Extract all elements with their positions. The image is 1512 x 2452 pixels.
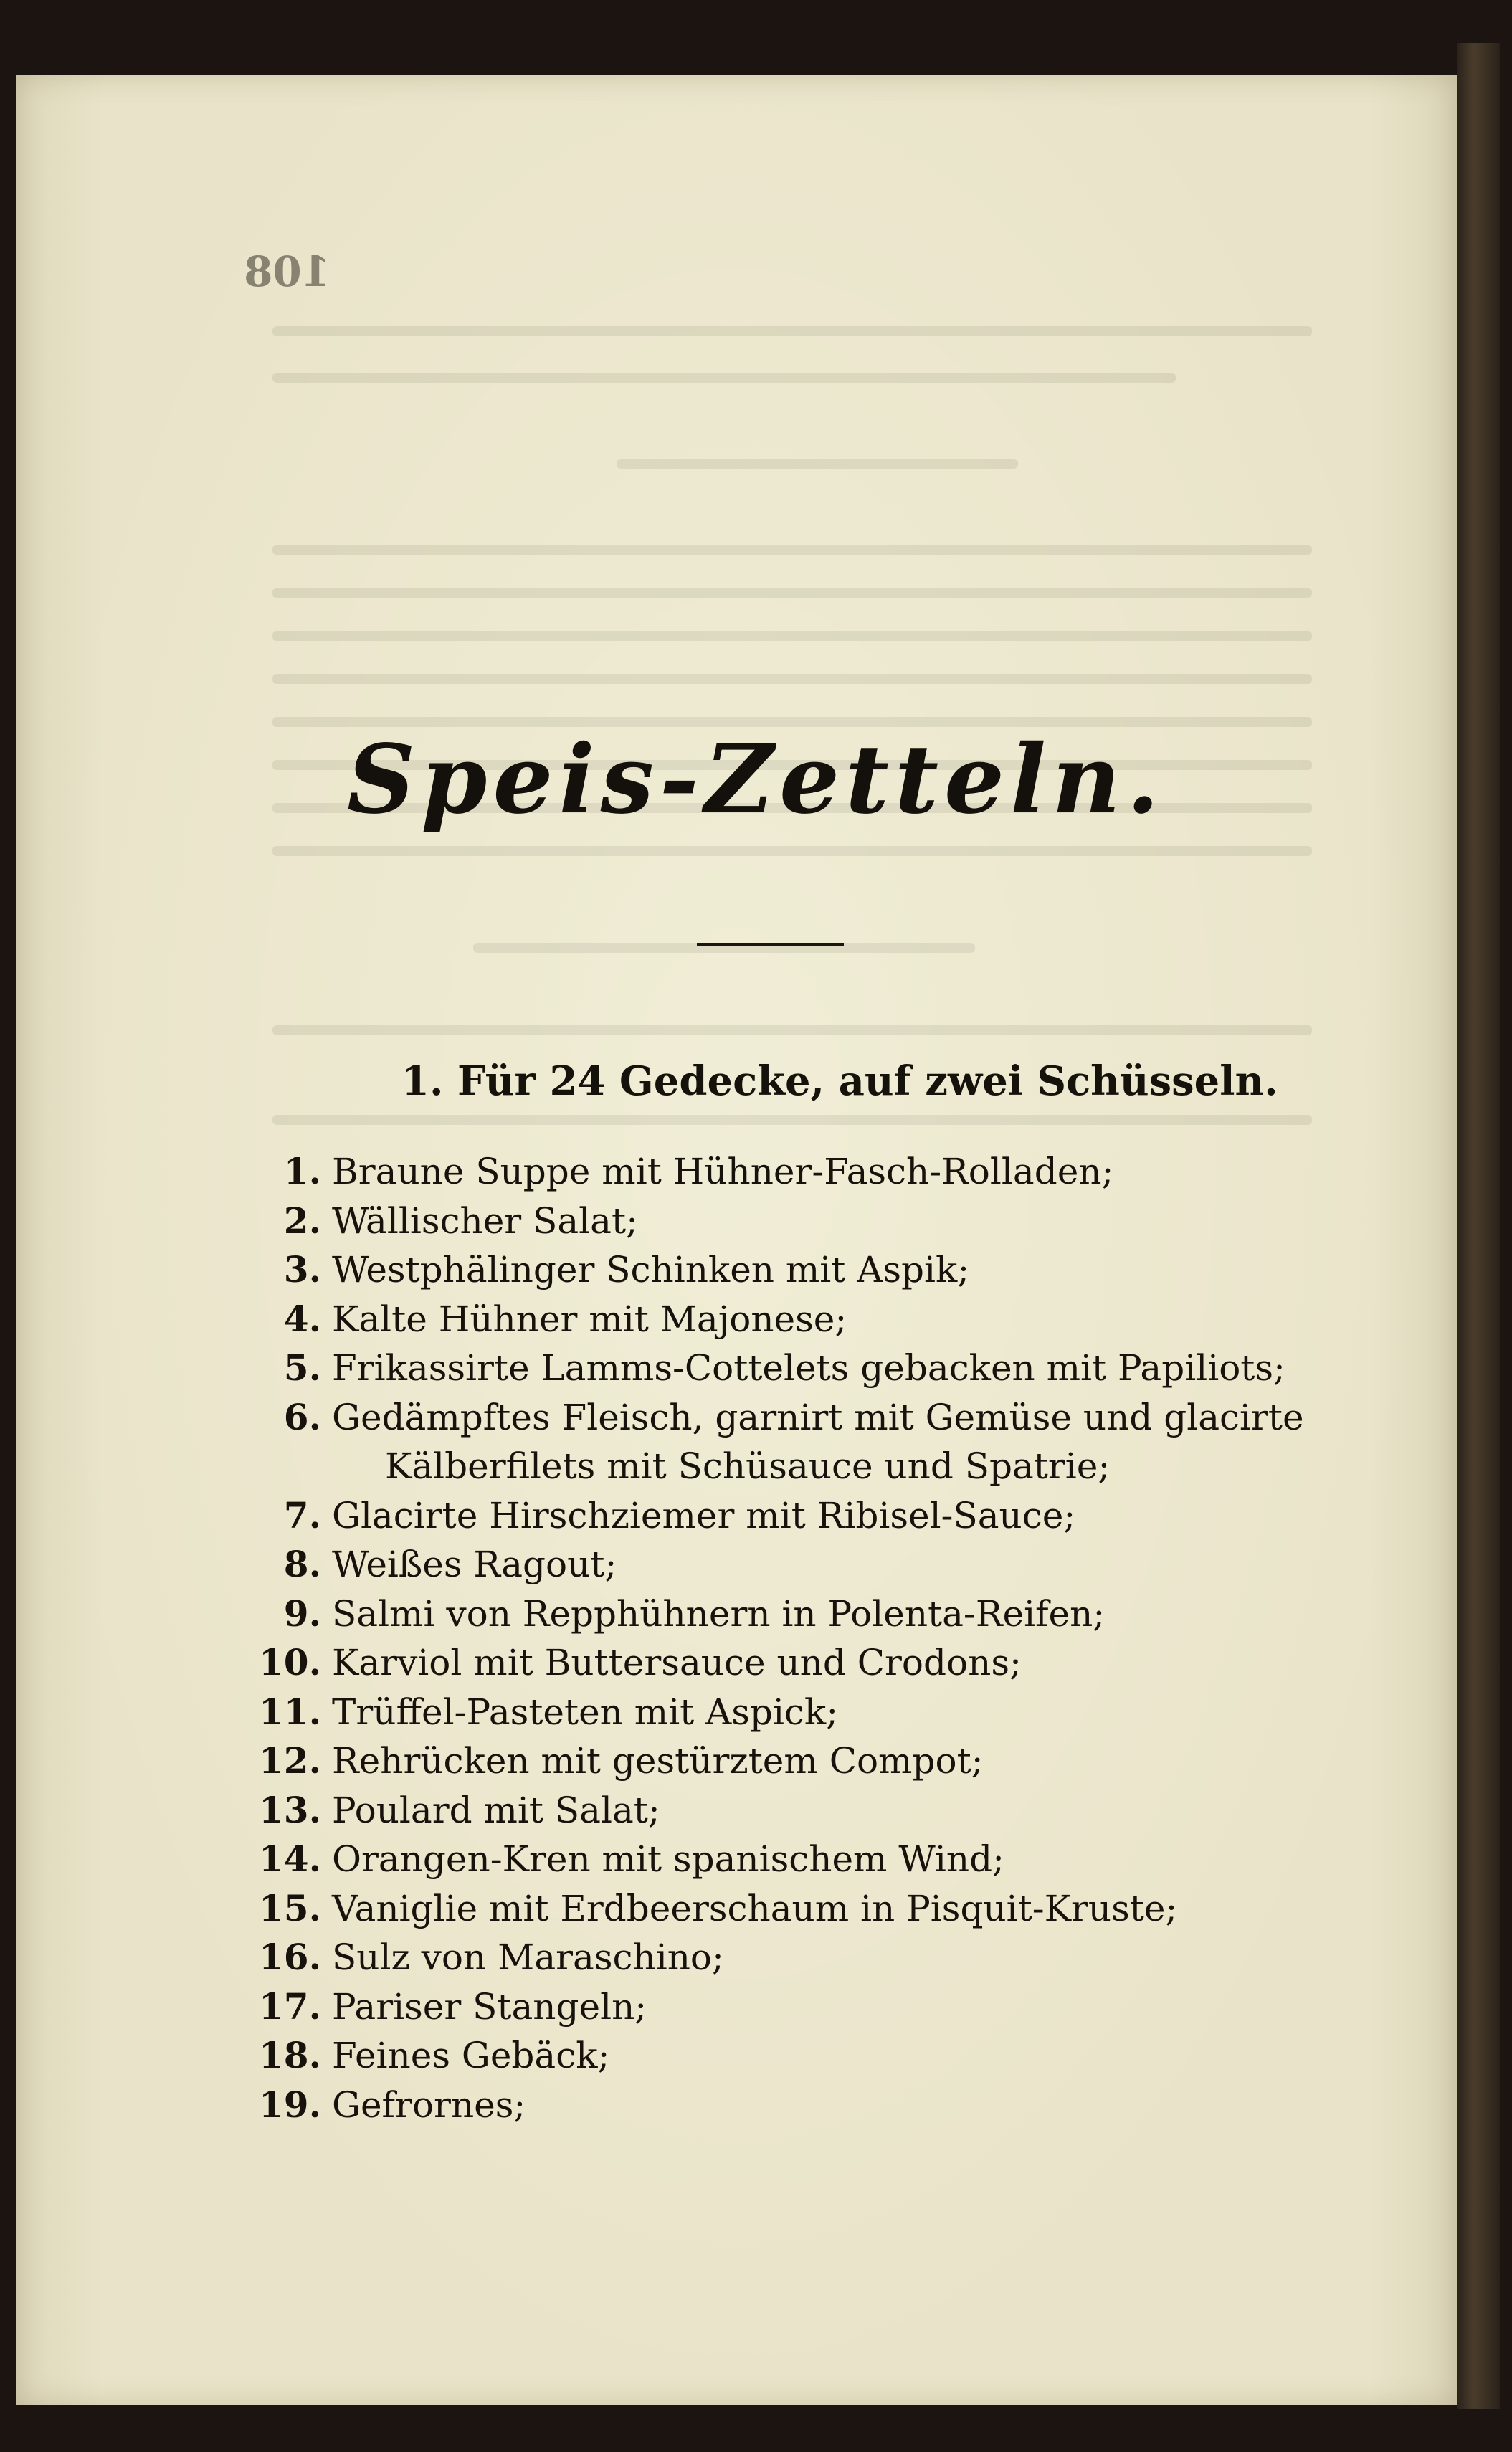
item-text: Trüffel-Pasteten mit Aspick; — [332, 1691, 839, 1733]
list-item — [244, 1933, 1319, 1982]
item-text: Feines Gebäck; — [332, 2035, 610, 2076]
item-text: Poulard mit Salat; — [332, 1789, 660, 1831]
item-number: 11. — [259, 1690, 321, 1733]
item-number: 6. — [283, 1395, 321, 1438]
item-text-continued: Kälberfilets mit Schüsauce und Spatrie; — [385, 1445, 1111, 1487]
item-text: Wällischer Salat; — [332, 1199, 638, 1242]
item-number: 17. — [259, 1985, 321, 2028]
item-number: 10. — [259, 1641, 321, 1683]
list-item — [244, 1589, 1319, 1639]
item-text: Frikassirte Lamms-Cottelets gebacken mit Papiliots; — [332, 1347, 1285, 1389]
page-number: 108 — [244, 247, 331, 296]
list-item — [244, 1491, 1319, 1541]
list-item — [244, 1295, 1319, 1344]
item-number: 5. — [283, 1346, 321, 1389]
list-item — [244, 1884, 1319, 1934]
item-text: Glacirte Hirschziemer mit Ribisel-Sauce; — [332, 1494, 1076, 1536]
item-number: 16. — [259, 1936, 321, 1978]
list-item — [244, 1835, 1319, 1884]
list-item — [244, 1982, 1319, 2032]
list-item — [244, 1393, 1319, 1491]
section-heading: 1. Für 24 Gedecke, auf zwei Schüsseln. — [401, 1058, 1278, 1105]
list-item — [244, 1786, 1319, 1835]
list-item — [244, 1147, 1319, 1197]
list-item — [244, 1245, 1319, 1295]
item-number: 7. — [283, 1493, 321, 1536]
list-item — [244, 2081, 1319, 2130]
item-number: 3. — [283, 1248, 321, 1291]
item-number: 8. — [283, 1543, 321, 1585]
item-text: Gefrornes; — [332, 2083, 526, 2126]
item-number: 15. — [259, 1886, 321, 1929]
item-text: Braune Suppe mit Hühner-Fasch-Rolladen; — [332, 1151, 1114, 1192]
list-item — [244, 1638, 1319, 1688]
item-text: Karviol mit Buttersauce und Crodons; — [332, 1642, 1022, 1683]
list-item — [244, 1688, 1319, 1737]
title-divider — [697, 943, 844, 946]
menu-list — [244, 1147, 1319, 2129]
item-number: 9. — [283, 1592, 321, 1635]
item-number: 18. — [259, 2034, 321, 2076]
item-number: 13. — [259, 1788, 321, 1831]
item-text: Weißes Ragout; — [332, 1544, 617, 1585]
list-item — [244, 1197, 1319, 1246]
item-text: Gedämpftes Fleisch, garnirt mit Gemüse und glacirte — [332, 1396, 1304, 1438]
item-text: Salmi von Repphühnern in Polenta-Reifen; — [332, 1592, 1106, 1635]
item-text: Westphälinger Schinken mit Aspik; — [332, 1249, 970, 1291]
item-text: Kalte Hühner mit Majonese; — [332, 1298, 847, 1340]
list-item — [244, 1344, 1319, 1393]
page-title: Speis-Zetteln. — [346, 724, 1166, 835]
list-item — [244, 2031, 1319, 2081]
item-number: 1. — [283, 1150, 321, 1192]
item-text: Sulz von Maraschino; — [332, 1937, 724, 1978]
item-number: 4. — [283, 1297, 321, 1340]
item-number: 19. — [259, 2083, 321, 2126]
item-text: Vaniglie mit Erdbeerschaum in Pisquit-Kruste; — [332, 1887, 1178, 1929]
item-text: Pariser Stangeln; — [332, 1985, 647, 2028]
item-number: 2. — [283, 1199, 321, 1242]
item-text: Orangen-Kren mit spanischem Wind; — [332, 1838, 1004, 1880]
item-number: 12. — [259, 1739, 321, 1782]
item-text: Rehrücken mit gestürztem Compot; — [332, 1740, 984, 1782]
item-number: 14. — [259, 1838, 321, 1880]
list-item — [244, 1736, 1319, 1786]
page-edge — [1457, 43, 1500, 2409]
list-item — [244, 1540, 1319, 1589]
